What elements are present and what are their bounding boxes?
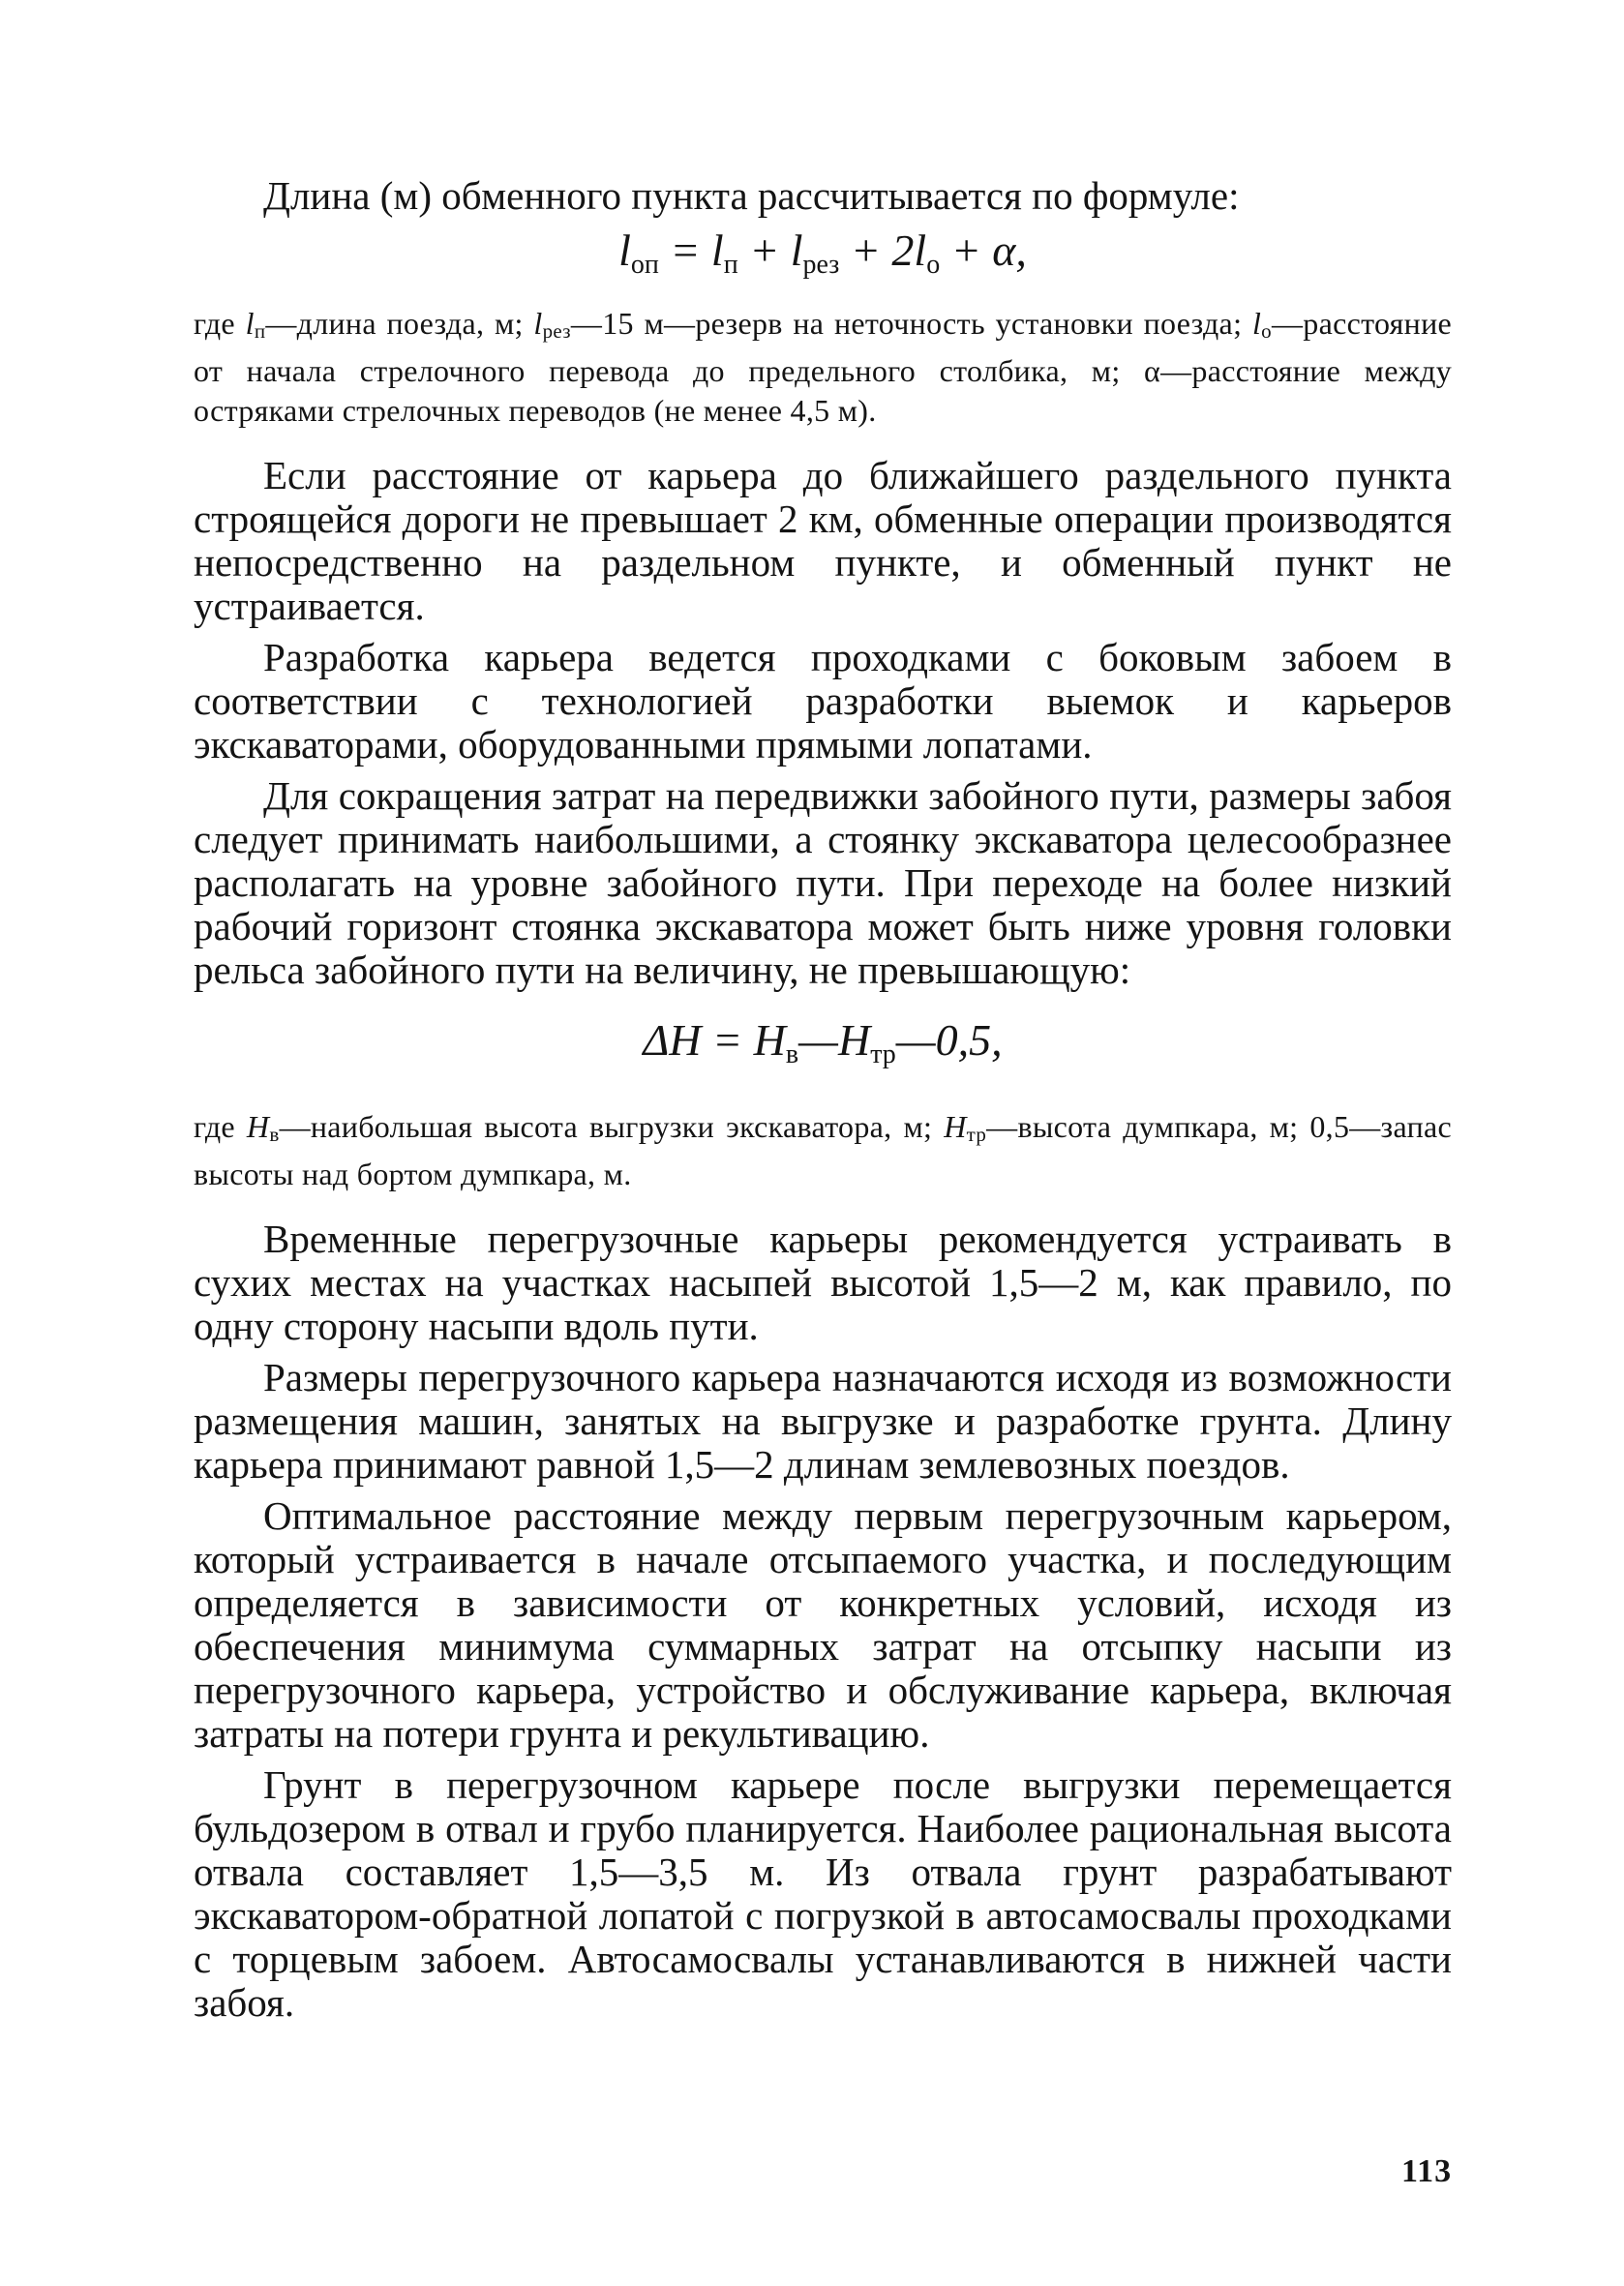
- paragraph-temporary-quarries: Временные перегрузочные карьеры рекомендуется устраивать в сухих местах на участках насыпей высотой 1,5—2 м, как правило, по одну сторону насыпи вдоль пути.: [194, 1217, 1452, 1348]
- page-number: 113: [1401, 2153, 1453, 2189]
- paragraph-face-size: Для сокращения затрат на передвижки забойного пути, размеры забоя следует принимать наибольшими, а стоянку экскаватора целесообразнее располагать на уровне забойного пути. При переходе на более низкий рабочий горизонт стоянка экскаватора может быть ниже уровня головки рельса забойного пути на величину, не превышающую:: [194, 773, 1452, 992]
- paragraph-quarry-dimensions: Размеры перегрузочного карьера назначаются исходя из возможности размещения машин, занятых на выгрузке и разработке грунта. Длину карьера принимают равной 1,5—2 длинам землевозных поездов.: [194, 1355, 1452, 1487]
- paragraph-quarry-development: Разработка карьера ведется проходками с боковым забоем в соответствии с технологией разработки выемок и карьеров экскаваторами, оборудованными прямыми лопатами.: [194, 635, 1452, 767]
- formula-height-difference: $\Delta H = H_в—H_{тр}—0,5$,: [643, 1015, 1003, 1069]
- formula-exchange-point-length: $l_{оп} = l_п + l_{рез} + 2l_о + \alpha$,: [618, 226, 1027, 280]
- formula-legend-2: где $H_в—наибольшая$ высота выгрузки экскаватора, м; $H_{тр}—высота$ думпкара, м; 0,5—запас высоты над бортом думпкара, м.: [194, 1109, 1453, 1191]
- paragraph-soil-handling: Грунт в перегрузочном карьере после выгрузки перемещается бульдозером в отвал и грубо планируется. Наиболее рациональная высота отвала составляет 1,5—3,5 м. Из отвала грунт разрабатывают экскаватором-обратной лопатой с погрузкой в автосамосвалы проходками с торцевым забоем. Автосамосвалы устанавливаются в нижней части забоя.: [194, 1762, 1452, 2025]
- paragraph-optimal-distance: Оптимальное расстояние между первым перегрузочным карьером, который устраивается в начале отсыпаемого участка, и последующим определяется в зависимости от конкретных условий, исходя из обеспечения минимума суммарных затрат на отсыпку насыпи из перегрузочного карьера, устройство и обслуживание карьера, включая затраты на потери грунта и рекультивацию.: [194, 1493, 1452, 1756]
- paragraph-distance: Если расстояние от карьера до ближайшего раздельного пункта строящейся дороги не превышает 2 км, обменные операции производятся непосредственно на раздельном пункте, и обменный пункт не устраивается.: [194, 453, 1452, 628]
- text-column: [194, 174, 1452, 2032]
- paragraph-formula-intro: Длина (м) обменного пункта рассчитывается по формуле:: [263, 173, 1240, 218]
- formula-legend-1: где $l_п—длина$ поезда, м; $l_{рез}—15$ м—резерв на неточность установки поезда; $l_о—расстояние$ от начала стрелочного перевода до предельного столбика, м; α—расстояние между остряками стрелочных переводов (не менее 4,5 м).: [194, 306, 1453, 428]
